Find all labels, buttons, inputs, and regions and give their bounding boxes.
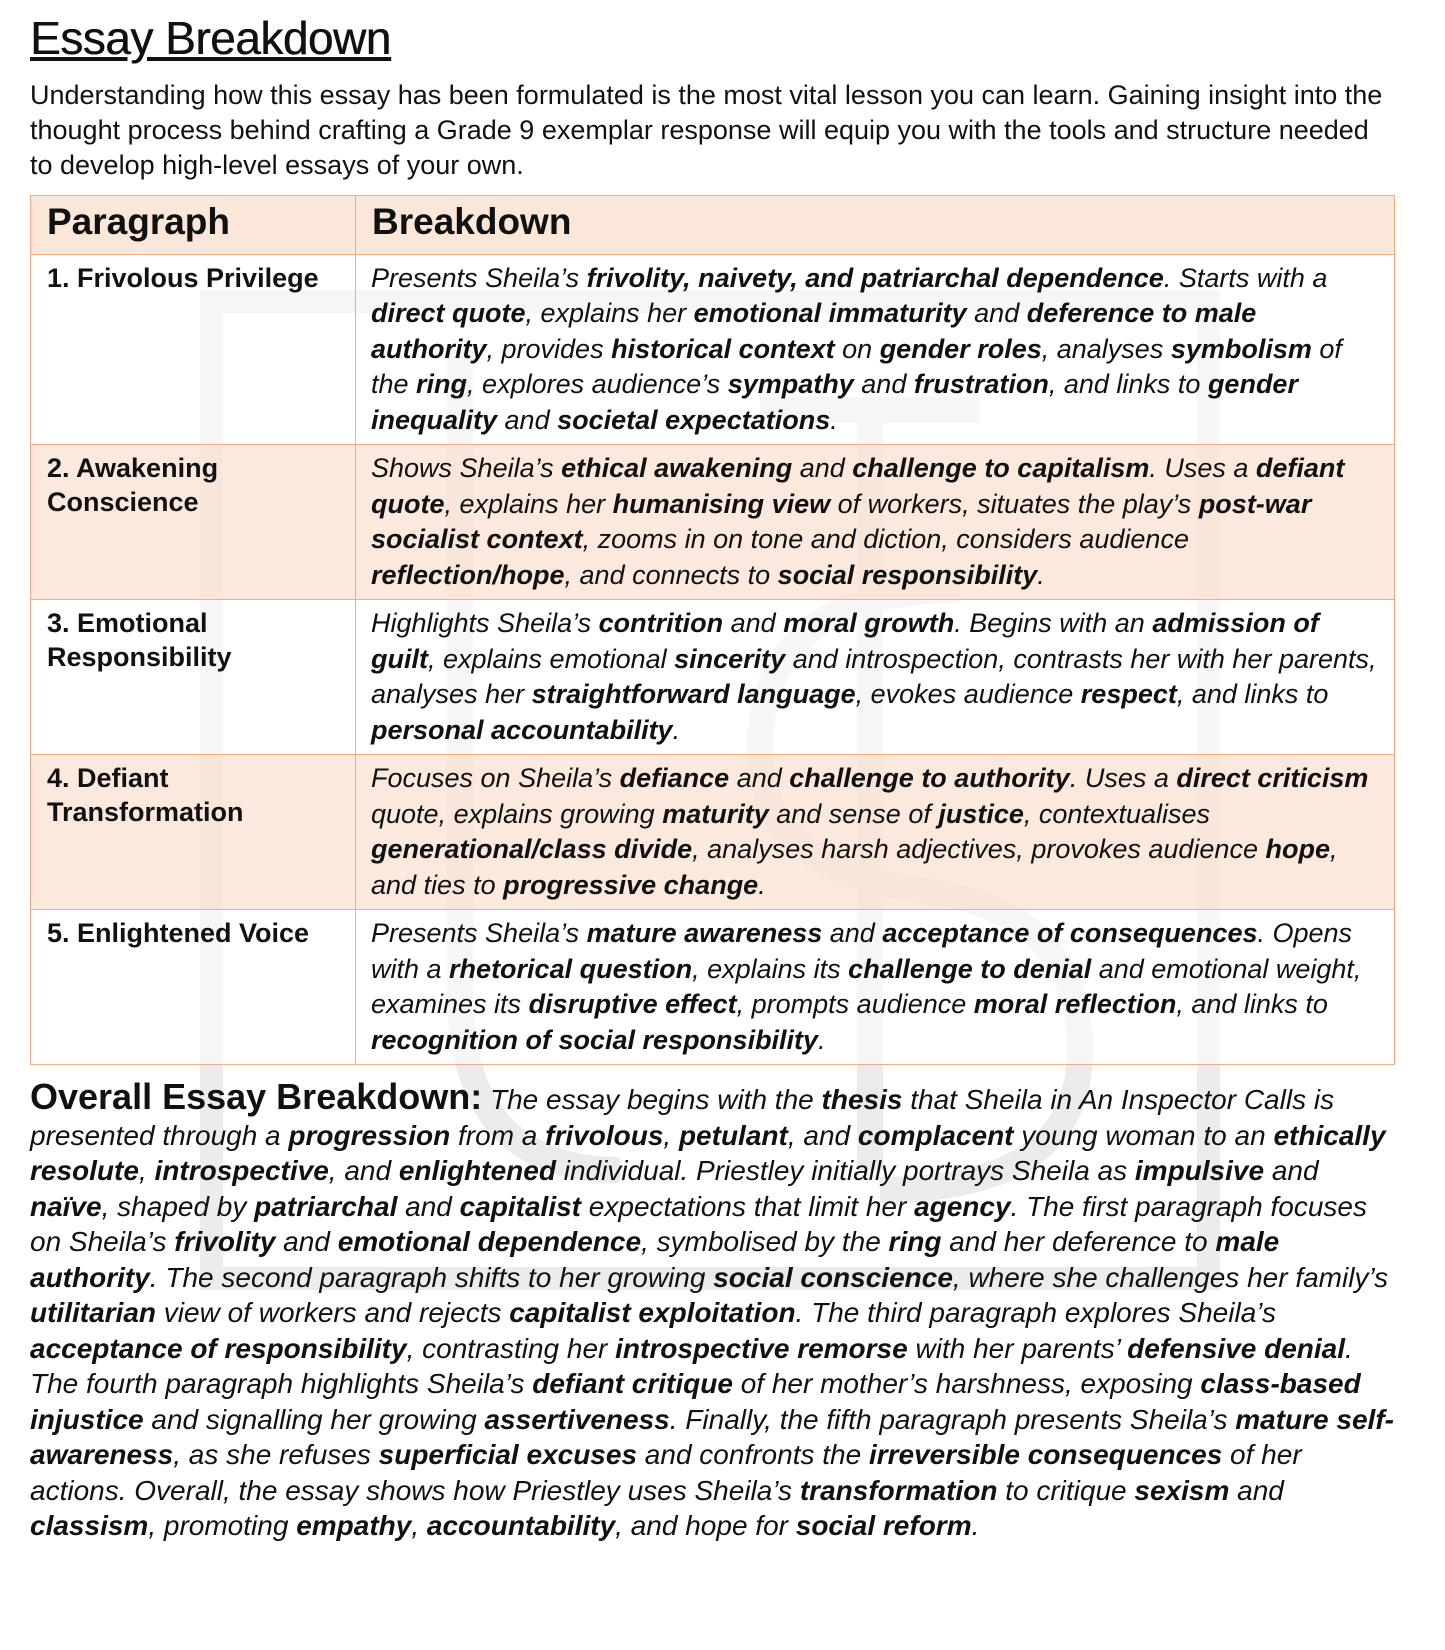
text-run: The essay begins with the: [482, 1084, 822, 1116]
emphasis-term: class-based injustice: [30, 1368, 1361, 1435]
paragraph-cell: 5. Enlightened Voice: [31, 910, 356, 1065]
emphasis-term: challenge to authority: [789, 763, 1070, 794]
emphasis-term: empathy: [296, 1510, 412, 1542]
table-row: [31, 600, 1395, 755]
text-run: Presents Sheila’s: [371, 918, 587, 949]
emphasis-term: maturity: [662, 798, 769, 829]
text-run: , and ties to: [371, 834, 1338, 900]
emphasis-term: humanising view: [612, 488, 831, 519]
text-run: and her deference to: [941, 1226, 1216, 1258]
emphasis-term: defiant critique: [532, 1368, 733, 1400]
text-run: , explores audience’s: [467, 369, 728, 400]
emphasis-term: acceptance of responsibility: [30, 1332, 407, 1364]
emphasis-term: challenge to capitalism: [852, 453, 1150, 484]
emphasis-term: deference to male authority: [371, 298, 1257, 364]
emphasis-term: agency: [914, 1190, 1011, 1222]
emphasis-term: challenge to denial: [848, 953, 1092, 984]
table-row: [31, 755, 1395, 910]
text-run: quote, explains growing: [371, 798, 663, 829]
text-run: , provides: [486, 333, 612, 364]
emphasis-term: enlightened: [398, 1155, 556, 1187]
emphasis-term: introspective: [154, 1155, 329, 1187]
emphasis-term: thesis: [821, 1084, 903, 1116]
text-run: , evokes audience: [855, 679, 1081, 710]
breakdown-cell: [356, 755, 1395, 910]
text-run: and: [723, 608, 784, 639]
emphasis-term: complacent: [857, 1119, 1014, 1151]
text-run: , explains its: [692, 953, 849, 984]
emphasis-term: reflection/hope: [371, 559, 565, 590]
text-run: . Uses a: [1069, 763, 1177, 794]
text-run: , promoting: [148, 1510, 297, 1542]
text-run: of workers, situates the play’s: [830, 488, 1199, 519]
emphasis-term: emotional immaturity: [693, 298, 967, 329]
emphasis-term: assertiveness: [484, 1403, 670, 1435]
emphasis-term: moral growth: [783, 608, 955, 639]
text-run: , and hope for: [615, 1510, 796, 1542]
text-run: Focuses on Sheila’s: [371, 763, 620, 794]
emphasis-term: patriarchal: [254, 1190, 398, 1222]
emphasis-term: direct criticism: [1176, 763, 1369, 794]
emphasis-term: ethically resolute: [30, 1119, 1386, 1187]
emphasis-term: historical context: [611, 333, 835, 364]
emphasis-term: defiant quote: [371, 453, 1345, 519]
overall-heading: Overall Essay Breakdown:: [30, 1076, 483, 1118]
text-run: young woman to an: [1013, 1119, 1274, 1151]
emphasis-term: respect: [1080, 679, 1177, 710]
emphasis-term: irreversible consequences: [868, 1439, 1223, 1471]
emphasis-term: capitalist exploitation: [509, 1297, 796, 1329]
table-row: [31, 445, 1395, 600]
intro-paragraph: Understanding how this essay has been formulated is the most vital lesson you can learn. Gaining insight into the thought process behind crafting a Grade 9 exemplar response will equip you with the tools and structure needed to develop high-level essays of your own.: [30, 79, 1383, 180]
emphasis-term: rhetorical question: [449, 953, 693, 984]
text-run: Presents Sheila’s: [371, 262, 587, 293]
emphasis-term: recognition of social responsibility: [371, 1024, 819, 1055]
emphasis-term: sympathy: [727, 369, 854, 400]
emphasis-term: naïve: [30, 1190, 102, 1222]
text-run: and signalling her growing: [143, 1403, 485, 1435]
table-header-row: [31, 195, 1395, 254]
text-run: on: [834, 333, 880, 364]
emphasis-term: sincerity: [674, 643, 786, 674]
text-run: , where she challenges her family’s: [952, 1261, 1389, 1293]
emphasis-term: gender roles: [879, 333, 1042, 364]
text-run: , and: [328, 1155, 399, 1187]
text-run: to critique: [997, 1474, 1135, 1506]
breakdown-cell: [356, 445, 1395, 600]
emphasis-term: introspective remorse: [615, 1332, 908, 1364]
paragraph-cell: 2. Awakening Conscience: [31, 445, 356, 600]
emphasis-term: symbolism: [1170, 333, 1312, 364]
text-run: ,: [138, 1155, 155, 1187]
text-run: , as she refuses: [173, 1439, 379, 1471]
text-run: . Opens with a: [371, 918, 1353, 984]
text-run: . The first paragraph focuses on Sheila’s: [30, 1190, 1367, 1258]
emphasis-term: social conscience: [713, 1261, 953, 1293]
text-run: and: [853, 369, 914, 400]
text-run: ,: [663, 1119, 679, 1151]
text-run: , and connects to: [564, 559, 778, 590]
text-run: and introspection, contrasts her with her parents, analyses her: [371, 643, 1377, 710]
emphasis-term: acceptance of consequences: [882, 918, 1258, 949]
breakdown-cell: [356, 600, 1395, 755]
text-run: individual. Priestley initially portrays Sheila as: [555, 1155, 1135, 1187]
emphasis-term: frustration: [913, 369, 1049, 400]
emphasis-term: admission of guilt: [371, 608, 1319, 674]
text-run: , and links to: [1176, 679, 1329, 710]
text-run: , explains emotional: [427, 643, 675, 674]
emphasis-term: contrition: [598, 608, 724, 639]
emphasis-term: social reform: [795, 1510, 972, 1542]
emphasis-term: progression: [288, 1119, 451, 1151]
text-run: .: [971, 1510, 980, 1542]
emphasis-term: impulsive: [1134, 1155, 1265, 1187]
breakdown-table: [30, 195, 1395, 1066]
emphasis-term: petulant: [678, 1119, 788, 1151]
text-run: . Uses a: [1149, 453, 1256, 484]
emphasis-term: capitalist: [459, 1190, 582, 1222]
text-run: . The second paragraph shifts to her growing: [149, 1261, 714, 1293]
emphasis-term: hope: [1265, 834, 1330, 865]
text-run: from a: [450, 1119, 546, 1151]
page-title: Essay Breakdown: [30, 12, 391, 64]
emphasis-term: superficial excuses: [378, 1439, 638, 1471]
emphasis-term: moral reflection: [973, 989, 1177, 1020]
text-run: and: [275, 1226, 338, 1258]
text-run: . The third paragraph explores Sheila’s: [795, 1297, 1276, 1329]
text-run: , shaped by: [101, 1190, 255, 1222]
emphasis-term: sexism: [1134, 1474, 1230, 1506]
text-run: Highlights Sheila’s: [371, 608, 599, 639]
emphasis-term: progressive change: [503, 869, 759, 900]
text-run: and emotional weight, examines its: [371, 953, 1362, 1020]
paragraph-cell: 1. Frivolous Privilege: [31, 254, 356, 445]
emphasis-term: classism: [30, 1510, 149, 1542]
text-run: , explains her: [525, 298, 694, 329]
text-run: and: [729, 763, 790, 794]
emphasis-term: transformation: [799, 1474, 998, 1506]
emphasis-term: direct quote: [371, 298, 526, 329]
text-run: .: [818, 1024, 826, 1055]
emphasis-term: disruptive effect: [528, 989, 737, 1020]
text-run: , zooms in on tone and diction, considers audience: [582, 524, 1189, 555]
text-run: expectations that limit her: [581, 1190, 915, 1222]
emphasis-term: ethical awakening: [561, 453, 793, 484]
emphasis-term: mature self-awareness: [30, 1403, 1394, 1471]
text-run: and: [1264, 1155, 1319, 1187]
breakdown-cell: [356, 910, 1395, 1065]
document-content: [30, 10, 1394, 1572]
emphasis-term: defiance: [619, 763, 730, 794]
text-run: .: [830, 404, 838, 435]
text-run: , analyses harsh adjectives, provokes audience: [692, 834, 1266, 865]
emphasis-term: personal accountability: [371, 714, 673, 745]
text-run: , contextualises: [1023, 798, 1210, 829]
text-run: of her actions. Overall, the essay shows how Priestley uses Sheila’s: [30, 1439, 1302, 1506]
text-run: , and links to: [1048, 369, 1208, 400]
emphasis-term: straightforward language: [531, 679, 856, 710]
emphasis-term: utilitarian: [30, 1297, 157, 1329]
text-run: , analyses: [1041, 333, 1171, 364]
text-run: . The fourth paragraph highlights Sheila’s: [30, 1332, 1353, 1400]
text-run: and: [497, 404, 558, 435]
emphasis-term: frivolous: [545, 1119, 664, 1151]
overall-text: [30, 1084, 1394, 1541]
emphasis-term: ring: [416, 369, 468, 400]
text-run: and: [1229, 1474, 1284, 1506]
text-run: . Finally, the fifth paragraph presents Sheila’s: [669, 1403, 1236, 1435]
emphasis-term: accountability: [426, 1510, 616, 1542]
text-run: and: [822, 918, 883, 949]
text-run: Shows Sheila’s: [371, 453, 562, 484]
header-paragraph: Paragraph: [31, 195, 356, 254]
text-run: of her mother’s harshness, exposing: [732, 1368, 1201, 1400]
text-run: , symbolised by the: [641, 1226, 889, 1258]
breakdown-cell: [356, 254, 1395, 445]
text-run: .: [758, 869, 766, 900]
text-run: ,: [411, 1510, 427, 1542]
overall-breakdown: [30, 1076, 1400, 1544]
text-run: . Starts with a: [1163, 262, 1328, 293]
emphasis-term: justice: [938, 798, 1024, 829]
text-run: and confronts the: [637, 1439, 869, 1471]
text-run: , explains her: [444, 488, 613, 519]
text-run: , contrasting her: [406, 1332, 616, 1364]
text-run: and: [966, 298, 1027, 329]
emphasis-term: social responsibility: [777, 559, 1038, 590]
text-run: , and links to: [1176, 989, 1328, 1020]
emphasis-term: frivolity, naivety, and patriarchal dependence: [586, 262, 1164, 293]
header-breakdown: Breakdown: [356, 195, 1395, 254]
text-run: and: [792, 453, 853, 484]
text-run: .: [1037, 559, 1045, 590]
emphasis-term: male authority: [30, 1226, 1280, 1293]
emphasis-term: ring: [888, 1226, 942, 1258]
paragraph-cell: 3. Emotional Responsibility: [31, 600, 356, 755]
emphasis-term: frivolity: [174, 1226, 276, 1258]
text-run: that Sheila in An Inspector Calls is presented through a: [30, 1084, 1335, 1151]
emphasis-term: post-war socialist context: [371, 488, 1312, 555]
text-run: and: [397, 1190, 460, 1222]
emphasis-term: mature awareness: [586, 918, 823, 949]
text-run: with her parents’: [907, 1332, 1128, 1364]
emphasis-term: societal expectations: [557, 404, 831, 435]
emphasis-term: defensive denial: [1127, 1332, 1346, 1364]
emphasis-term: emotional dependence: [337, 1226, 642, 1258]
text-run: view of workers and rejects: [156, 1297, 510, 1329]
emphasis-term: gender inequality: [371, 369, 1298, 435]
text-run: of the: [371, 333, 1342, 400]
emphasis-term: generational/class divide: [371, 834, 693, 865]
text-run: .: [672, 714, 681, 745]
table-row: [31, 254, 1395, 445]
text-run: , and: [787, 1119, 858, 1151]
paragraph-cell: 4. Defiant Transformation: [31, 755, 356, 910]
table-row: [31, 910, 1395, 1065]
text-run: and sense of: [768, 798, 939, 829]
text-run: . Begins with an: [954, 608, 1153, 639]
text-run: , prompts audience: [736, 989, 974, 1020]
